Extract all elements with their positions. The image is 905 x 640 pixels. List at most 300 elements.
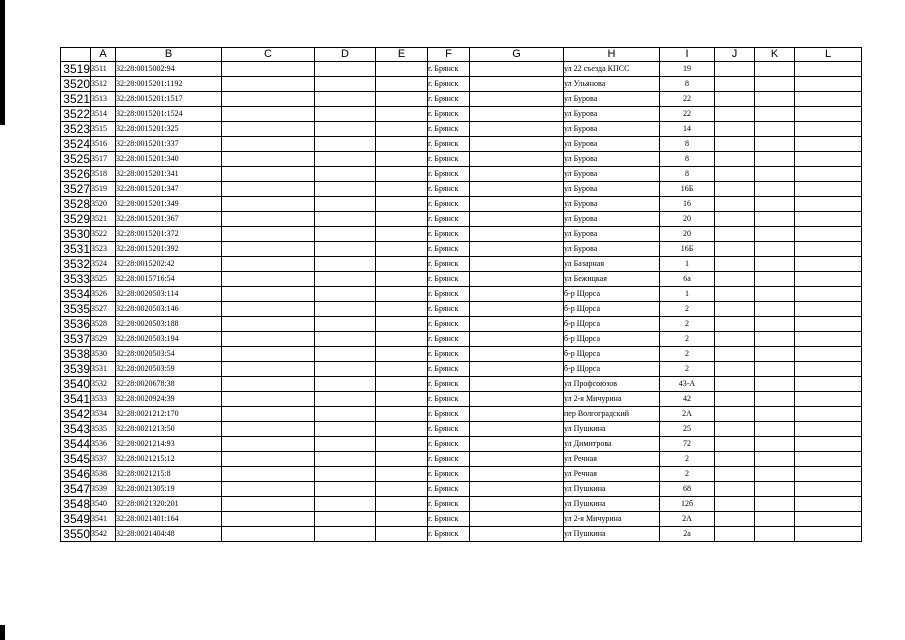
cell-l	[795, 122, 862, 137]
cell-b: 32:28:0015201:367	[116, 212, 222, 227]
row-number[interactable]: 3539	[61, 362, 91, 377]
cell-l	[795, 197, 862, 212]
cell-f: г. Брянск	[428, 77, 470, 92]
cell-f: г. Брянск	[428, 212, 470, 227]
cell-f: г. Брянск	[428, 497, 470, 512]
cell-c	[222, 527, 315, 542]
table-row	[61, 152, 862, 167]
row-number[interactable]: 3544	[61, 437, 91, 452]
cell-k	[755, 257, 795, 272]
table-row	[61, 347, 862, 362]
cell-h: ул Речная	[564, 452, 660, 467]
cell-b: 32:28:0020503:146	[116, 302, 222, 317]
cell-f: г. Брянск	[428, 137, 470, 152]
cell-i: 72	[660, 437, 715, 452]
cell-k	[755, 362, 795, 377]
cell-b: 32:28:0021401:164	[116, 512, 222, 527]
table-row	[61, 167, 862, 182]
cell-a: 3513	[91, 92, 116, 107]
cell-c	[222, 62, 315, 77]
cell-e	[376, 452, 428, 467]
cell-e	[376, 212, 428, 227]
cell-b: 32:28:0015201:1517	[116, 92, 222, 107]
cell-a: 3528	[91, 317, 116, 332]
cell-k	[755, 197, 795, 212]
row-number[interactable]: 3523	[61, 122, 91, 137]
cell-j	[715, 197, 755, 212]
table-row	[61, 467, 862, 482]
cell-f: г. Брянск	[428, 317, 470, 332]
table-body	[61, 62, 862, 542]
cell-f: г. Брянск	[428, 197, 470, 212]
cell-g	[470, 272, 564, 287]
cell-f: г. Брянск	[428, 452, 470, 467]
cell-c	[222, 197, 315, 212]
cell-g	[470, 167, 564, 182]
cell-d	[315, 257, 376, 272]
row-number[interactable]: 3542	[61, 407, 91, 422]
row-number[interactable]: 3549	[61, 512, 91, 527]
cell-b: 32:28:0020503:194	[116, 332, 222, 347]
cell-k	[755, 242, 795, 257]
cell-k	[755, 452, 795, 467]
cell-d	[315, 272, 376, 287]
cell-i: 1	[660, 257, 715, 272]
cell-k	[755, 107, 795, 122]
cell-c	[222, 77, 315, 92]
cell-f: г. Брянск	[428, 242, 470, 257]
table-row	[61, 512, 862, 527]
cell-d	[315, 287, 376, 302]
cell-d	[315, 407, 376, 422]
cell-d	[315, 482, 376, 497]
column-header-i[interactable]: I	[660, 48, 715, 62]
cell-j	[715, 317, 755, 332]
cell-i: 19	[660, 62, 715, 77]
cell-f: г. Брянск	[428, 377, 470, 392]
cell-c	[222, 122, 315, 137]
cell-b: 32:28:0021320:201	[116, 497, 222, 512]
cell-a: 3533	[91, 392, 116, 407]
cell-k	[755, 122, 795, 137]
column-header-h[interactable]: H	[564, 48, 660, 62]
cell-a: 3521	[91, 212, 116, 227]
cell-e	[376, 92, 428, 107]
cell-g	[470, 62, 564, 77]
cell-h: ул Бурова	[564, 122, 660, 137]
cell-c	[222, 212, 315, 227]
cell-g	[470, 227, 564, 242]
cell-i: 2	[660, 347, 715, 362]
cell-d	[315, 467, 376, 482]
cell-l	[795, 452, 862, 467]
cell-a: 3538	[91, 467, 116, 482]
row-number[interactable]: 3519	[61, 62, 91, 77]
cell-i: 22	[660, 92, 715, 107]
cell-h: б-р Щорса	[564, 362, 660, 377]
cell-h: ул Пушкина	[564, 527, 660, 542]
row-number[interactable]: 3528	[61, 197, 91, 212]
cell-h: ул Бежицкая	[564, 272, 660, 287]
cell-d	[315, 227, 376, 242]
column-header-b[interactable]: B	[116, 48, 222, 62]
row-number[interactable]: 3520	[61, 77, 91, 92]
cell-a: 3516	[91, 137, 116, 152]
cell-e	[376, 332, 428, 347]
cell-d	[315, 392, 376, 407]
cell-k	[755, 182, 795, 197]
cell-g	[470, 137, 564, 152]
cell-a: 3526	[91, 287, 116, 302]
table-row	[61, 362, 862, 377]
cell-b: 32:28:0020503:59	[116, 362, 222, 377]
cell-j	[715, 152, 755, 167]
cell-c	[222, 467, 315, 482]
cell-d	[315, 92, 376, 107]
cell-f: г. Брянск	[428, 227, 470, 242]
cell-c	[222, 242, 315, 257]
table-row	[61, 407, 862, 422]
cell-h: ул 2-я Мичурина	[564, 512, 660, 527]
cell-j	[715, 407, 755, 422]
cell-b: 32:28:0015002:94	[116, 62, 222, 77]
cell-b: 32:28:0015201:347	[116, 182, 222, 197]
cell-l	[795, 512, 862, 527]
cell-l	[795, 77, 862, 92]
cell-i: 25	[660, 422, 715, 437]
row-number[interactable]: 3529	[61, 212, 91, 227]
cell-i: 12б	[660, 497, 715, 512]
column-header-l[interactable]: L	[795, 48, 862, 62]
cell-c	[222, 437, 315, 452]
cell-e	[376, 257, 428, 272]
cell-g	[470, 212, 564, 227]
cell-c	[222, 497, 315, 512]
cell-c	[222, 137, 315, 152]
cell-a: 3536	[91, 437, 116, 452]
cell-k	[755, 407, 795, 422]
cell-b: 32:28:0021213:50	[116, 422, 222, 437]
cell-e	[376, 122, 428, 137]
cell-h: ул Пушкина	[564, 482, 660, 497]
cell-d	[315, 152, 376, 167]
cell-i: 8	[660, 77, 715, 92]
cell-h: ул Димитрова	[564, 437, 660, 452]
cell-h: ул Бурова	[564, 167, 660, 182]
cell-f: г. Брянск	[428, 422, 470, 437]
cell-a: 3541	[91, 512, 116, 527]
cell-l	[795, 437, 862, 452]
row-number[interactable]: 3546	[61, 467, 91, 482]
row-number[interactable]: 3536	[61, 317, 91, 332]
cell-k	[755, 212, 795, 227]
cell-h: ул Ульянова	[564, 77, 660, 92]
cell-d	[315, 332, 376, 347]
cell-k	[755, 347, 795, 362]
cell-g	[470, 422, 564, 437]
row-number[interactable]: 3526	[61, 167, 91, 182]
cell-d	[315, 77, 376, 92]
row-number[interactable]: 3543	[61, 422, 91, 437]
cell-j	[715, 122, 755, 137]
cell-g	[470, 182, 564, 197]
column-header-e[interactable]: E	[376, 48, 428, 62]
row-number[interactable]: 3525	[61, 152, 91, 167]
cell-e	[376, 422, 428, 437]
cell-e	[376, 392, 428, 407]
cell-l	[795, 212, 862, 227]
table-row	[61, 527, 862, 542]
cell-e	[376, 407, 428, 422]
column-header-d[interactable]: D	[315, 48, 376, 62]
cell-b: 32:28:0021214:93	[116, 437, 222, 452]
table-row	[61, 272, 862, 287]
column-header-a[interactable]: A	[91, 48, 116, 62]
cell-l	[795, 527, 862, 542]
cell-e	[376, 62, 428, 77]
column-header-g[interactable]: G	[470, 48, 564, 62]
column-header-f[interactable]: F	[428, 48, 470, 62]
cell-g	[470, 287, 564, 302]
row-number[interactable]: 3521	[61, 92, 91, 107]
cell-j	[715, 272, 755, 287]
table-row	[61, 257, 862, 272]
cell-c	[222, 92, 315, 107]
cell-d	[315, 422, 376, 437]
row-number[interactable]: 3548	[61, 497, 91, 512]
cell-f: г. Брянск	[428, 182, 470, 197]
cell-f: г. Брянск	[428, 287, 470, 302]
row-number[interactable]: 3524	[61, 137, 91, 152]
cell-a: 3535	[91, 422, 116, 437]
cell-h: ул Базарная	[564, 257, 660, 272]
cell-j	[715, 482, 755, 497]
cell-h: ул Бурова	[564, 92, 660, 107]
cell-g	[470, 302, 564, 317]
row-number[interactable]: 3537	[61, 332, 91, 347]
cell-h: ул Бурова	[564, 107, 660, 122]
cell-e	[376, 362, 428, 377]
cell-f: г. Брянск	[428, 302, 470, 317]
cell-a: 3512	[91, 77, 116, 92]
cell-c	[222, 392, 315, 407]
cell-j	[715, 437, 755, 452]
cell-g	[470, 437, 564, 452]
cell-f: г. Брянск	[428, 62, 470, 77]
row-number[interactable]: 3547	[61, 482, 91, 497]
cell-j	[715, 167, 755, 182]
cell-d	[315, 182, 376, 197]
table-row	[61, 332, 862, 347]
cell-g	[470, 152, 564, 167]
cell-i: 20	[660, 227, 715, 242]
cell-a: 3542	[91, 527, 116, 542]
cell-j	[715, 107, 755, 122]
row-number[interactable]: 3534	[61, 287, 91, 302]
cell-b: 32:28:0015201:1192	[116, 77, 222, 92]
cell-d	[315, 317, 376, 332]
cell-g	[470, 122, 564, 137]
cell-h: пер Волгоградский	[564, 407, 660, 422]
cell-j	[715, 257, 755, 272]
cell-d	[315, 107, 376, 122]
cell-j	[715, 467, 755, 482]
cell-a: 3524	[91, 257, 116, 272]
cell-a: 3530	[91, 347, 116, 362]
cell-h: ул 22 съезда КПСС	[564, 62, 660, 77]
cell-h: ул Бурова	[564, 197, 660, 212]
cell-d	[315, 212, 376, 227]
cell-e	[376, 317, 428, 332]
cell-g	[470, 317, 564, 332]
cell-k	[755, 527, 795, 542]
cell-j	[715, 452, 755, 467]
cell-b: 32:28:0021215:12	[116, 452, 222, 467]
cell-i: 8	[660, 137, 715, 152]
cell-l	[795, 242, 862, 257]
cell-c	[222, 152, 315, 167]
cell-d	[315, 167, 376, 182]
cell-e	[376, 167, 428, 182]
cell-f: г. Брянск	[428, 107, 470, 122]
row-number[interactable]: 3535	[61, 302, 91, 317]
cell-c	[222, 512, 315, 527]
row-number[interactable]: 3533	[61, 272, 91, 287]
cell-f: г. Брянск	[428, 92, 470, 107]
cell-g	[470, 107, 564, 122]
cell-b: 32:28:0021215:8	[116, 467, 222, 482]
cell-f: г. Брянск	[428, 272, 470, 287]
table-row	[61, 122, 862, 137]
row-number[interactable]: 3532	[61, 257, 91, 272]
cell-d	[315, 122, 376, 137]
cell-c	[222, 482, 315, 497]
cell-l	[795, 287, 862, 302]
cell-j	[715, 137, 755, 152]
cell-c	[222, 317, 315, 332]
cell-h: ул Бурова	[564, 182, 660, 197]
cell-h: ул 2-я Мичурина	[564, 392, 660, 407]
cell-k	[755, 497, 795, 512]
cell-l	[795, 107, 862, 122]
cell-g	[470, 467, 564, 482]
cell-l	[795, 422, 862, 437]
cell-f: г. Брянск	[428, 437, 470, 452]
cell-j	[715, 347, 755, 362]
cell-l	[795, 227, 862, 242]
cell-f: г. Брянск	[428, 467, 470, 482]
cell-k	[755, 467, 795, 482]
cell-h: б-р Щорса	[564, 287, 660, 302]
cell-l	[795, 152, 862, 167]
cell-b: 32:28:0021404:48	[116, 527, 222, 542]
column-header-j[interactable]: J	[715, 48, 755, 62]
cell-c	[222, 182, 315, 197]
row-number[interactable]: 3541	[61, 392, 91, 407]
row-number[interactable]: 3530	[61, 227, 91, 242]
cell-l	[795, 482, 862, 497]
cell-e	[376, 302, 428, 317]
table-row	[61, 437, 862, 452]
cell-d	[315, 242, 376, 257]
cell-a: 3517	[91, 152, 116, 167]
table-row	[61, 137, 862, 152]
cell-e	[376, 272, 428, 287]
table-row	[61, 302, 862, 317]
cell-j	[715, 212, 755, 227]
cell-b: 32:28:0015201:349	[116, 197, 222, 212]
cell-a: 3522	[91, 227, 116, 242]
cell-d	[315, 62, 376, 77]
cell-e	[376, 287, 428, 302]
cell-h: ул Пушкина	[564, 422, 660, 437]
cell-e	[376, 197, 428, 212]
cell-e	[376, 137, 428, 152]
cell-i: 20	[660, 212, 715, 227]
cell-h: ул Речная	[564, 467, 660, 482]
cell-j	[715, 302, 755, 317]
cell-c	[222, 302, 315, 317]
table-row	[61, 392, 862, 407]
column-header-c[interactable]: C	[222, 48, 315, 62]
row-number[interactable]: 3522	[61, 107, 91, 122]
cell-j	[715, 527, 755, 542]
row-number[interactable]: 3540	[61, 377, 91, 392]
cell-c	[222, 347, 315, 362]
cell-k	[755, 287, 795, 302]
cell-d	[315, 137, 376, 152]
cell-c	[222, 332, 315, 347]
cell-k	[755, 302, 795, 317]
cell-g	[470, 257, 564, 272]
cell-k	[755, 512, 795, 527]
cell-j	[715, 377, 755, 392]
cell-d	[315, 302, 376, 317]
cell-l	[795, 392, 862, 407]
cell-d	[315, 512, 376, 527]
cell-c	[222, 167, 315, 182]
cell-h: ул Пушкина	[564, 497, 660, 512]
cell-a: 3519	[91, 182, 116, 197]
table-row	[61, 107, 862, 122]
cell-f: г. Брянск	[428, 347, 470, 362]
cell-i: 43-А	[660, 377, 715, 392]
cell-b: 32:28:0021212:170	[116, 407, 222, 422]
cell-g	[470, 527, 564, 542]
cell-j	[715, 497, 755, 512]
cell-g	[470, 332, 564, 347]
cell-l	[795, 497, 862, 512]
row-number[interactable]: 3531	[61, 242, 91, 257]
cell-a: 3520	[91, 197, 116, 212]
column-header-k[interactable]: K	[755, 48, 795, 62]
cell-d	[315, 197, 376, 212]
row-number[interactable]: 3550	[61, 527, 91, 542]
cell-b: 32:28:0015201:337	[116, 137, 222, 152]
cell-j	[715, 332, 755, 347]
cell-b: 32:28:0015202:42	[116, 257, 222, 272]
row-number[interactable]: 3538	[61, 347, 91, 362]
cell-b: 32:28:0015201:325	[116, 122, 222, 137]
corner-header[interactable]	[61, 48, 91, 62]
column-header-row	[61, 48, 862, 62]
cell-e	[376, 482, 428, 497]
table-row	[61, 62, 862, 77]
cell-a: 3537	[91, 452, 116, 467]
cell-c	[222, 407, 315, 422]
row-number[interactable]: 3545	[61, 452, 91, 467]
row-number[interactable]: 3527	[61, 182, 91, 197]
